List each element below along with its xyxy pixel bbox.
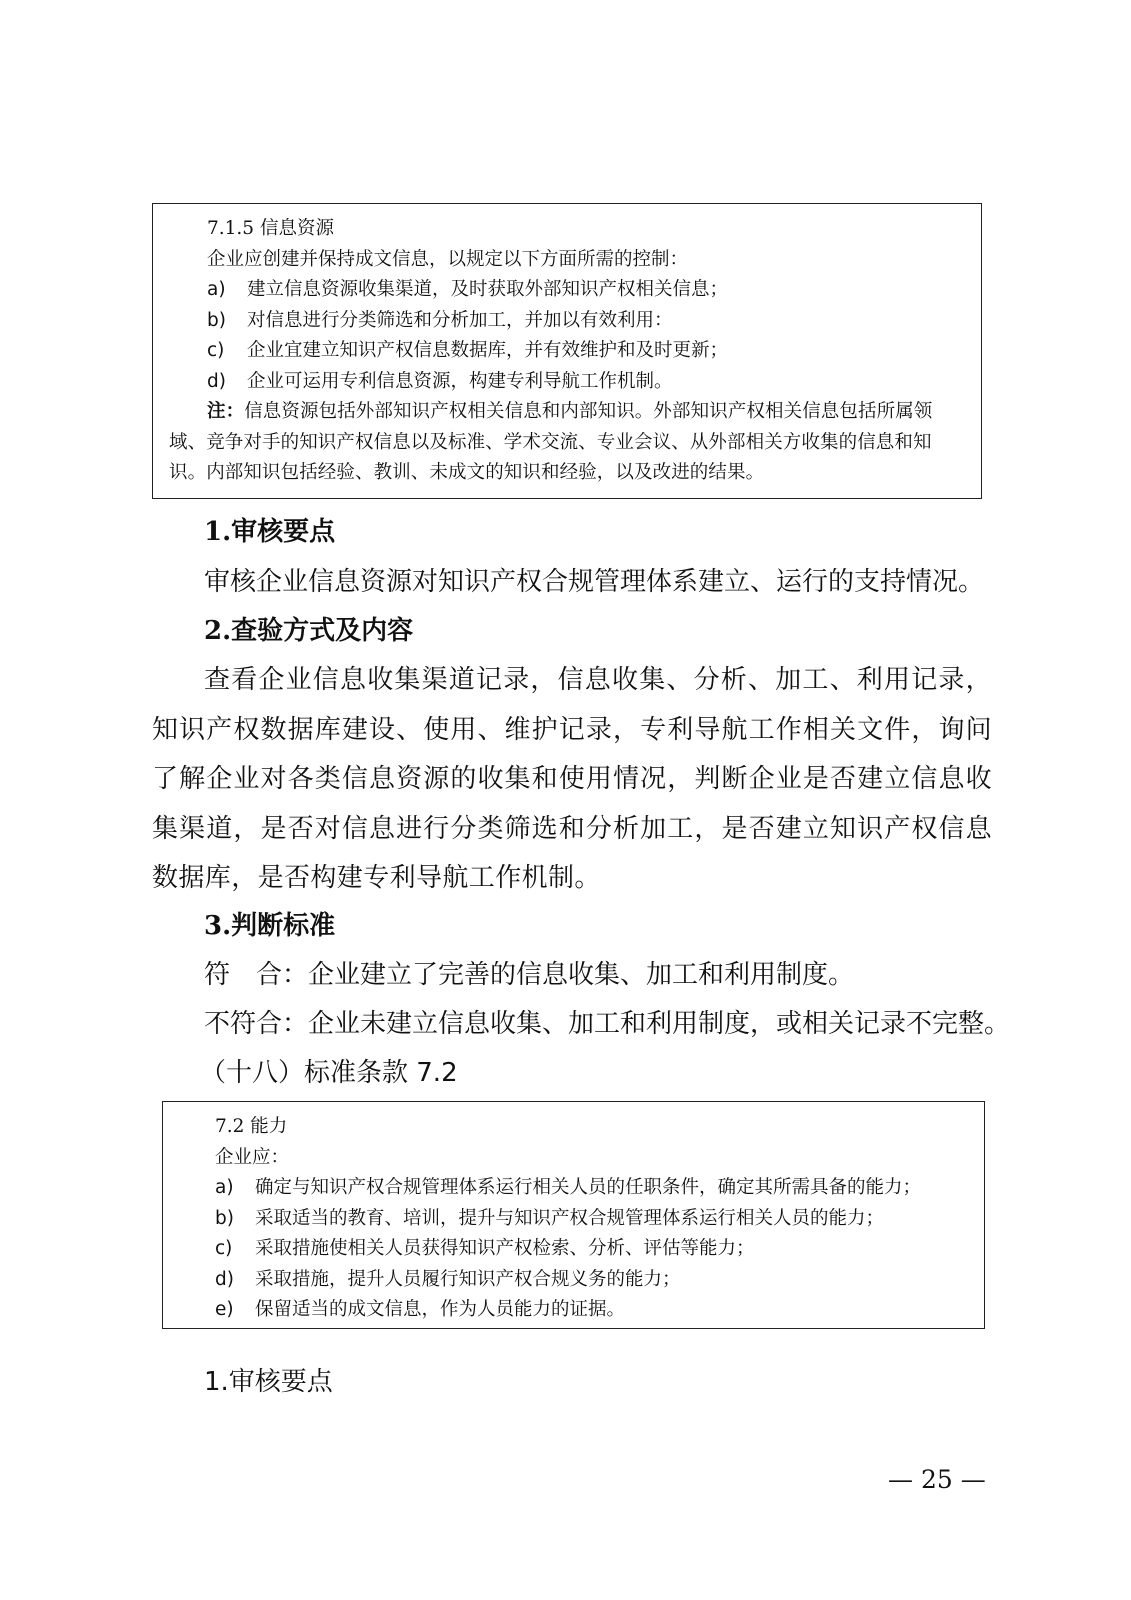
clause-intro: 企业应创建并保持成文信息，以规定以下方面所需的控制：: [207, 248, 689, 270]
clause-item: [169, 336, 967, 367]
clause-item: [215, 1173, 970, 1204]
item-text: 采取适当的教育、培训，提升与知识产权合规管理体系运行相关人员的能力；: [255, 1207, 885, 1229]
item-label: b): [207, 309, 226, 331]
inspection-method-text: 查看企业信息收集渠道记录，信息收集、分析、加工、利用记录，知识产权数据库建设、使用、维护记录，专利导航工作相关文件，询问了解企业对各类信息资源的收集和使用情况，判断企业是否建立信息收集渠道，是否对信息进行分类筛选和分析加工，是否建立知识产权信息数据库，是否构建专利导航工作机制。: [152, 665, 992, 893]
heading-inspection-method: 2.查验方式及内容: [204, 616, 414, 646]
audit-points-text: 审核企业信息资源对知识产权合规管理体系建立、运行的支持情况。: [204, 567, 985, 597]
clause-item: [169, 275, 967, 306]
clause-item: [215, 1234, 970, 1265]
clause-item: [215, 1265, 970, 1296]
clause-item: [215, 1204, 970, 1235]
item-label: d): [215, 1268, 234, 1290]
item-text: 建立信息资源收集渠道，及时获取外部知识产权相关信息；: [247, 279, 729, 300]
item-text: 企业宜建立知识产权信息数据库，并有效维护和及时更新；: [247, 340, 729, 361]
item-label: b): [215, 1207, 234, 1229]
clause-title: 7.1.5 信息资源: [207, 218, 334, 239]
criteria-nonconform: [204, 1000, 1010, 1048]
item-label: a): [207, 279, 226, 300]
clause-note: [169, 397, 967, 489]
item-text: 确定与知识产权合规管理体系运行相关人员的任职条件，确定其所需具备的能力；: [255, 1177, 922, 1198]
item-label: c): [207, 340, 225, 361]
nonconform-text: 企业未建立信息收集、加工和利用制度，或相关记录不完整。: [308, 1009, 1011, 1039]
clause-box-7-1-5: [152, 203, 982, 499]
item-label: a): [215, 1177, 234, 1198]
item-label: e): [215, 1299, 234, 1320]
criteria-conform: [204, 951, 854, 999]
item-label: d): [207, 370, 226, 392]
clause-item: [169, 367, 967, 398]
page-number: — 25 —: [888, 1465, 986, 1494]
item-text: 采取措施，提升人员履行知识产权合规义务的能力；: [255, 1268, 681, 1290]
heading-criteria: 3.判断标准: [204, 911, 336, 941]
conform-label: 符 合：: [204, 960, 309, 990]
clause-box-7-2: [162, 1101, 985, 1329]
note-text: 信息资源包括外部知识产权相关信息和内部知识。外部知识产权相关信息包括所属领域、竞争对手的知识产权信息以及标准、学术交流、专业会议、从外部相关方收集的信息和知识。内部知识包括经验、教训、未成文的知识和经验，以及改进的结果。: [169, 401, 933, 483]
clause-heading-7-2: （十八）标准条款 7.2: [200, 1058, 458, 1088]
clause-item: [169, 306, 967, 337]
item-text: 采取措施使相关人员获得知识产权检索、分析、评估等能力；: [255, 1238, 755, 1259]
item-text: 保留适当的成文信息，作为人员能力的证据。: [255, 1299, 626, 1320]
item-text: 对信息进行分类筛选和分析加工，并加以有效利用：: [247, 309, 673, 331]
heading-audit-points: 1.审核要点: [204, 517, 336, 547]
item-label: c): [215, 1238, 233, 1259]
nonconform-label: 不符合：: [204, 1009, 309, 1039]
heading-audit-points-2: 1.审核要点: [204, 1367, 333, 1397]
clause-intro: 企业应：: [215, 1146, 290, 1168]
clause-title: 7.2 能力: [215, 1116, 288, 1137]
note-label: 注：: [207, 401, 245, 422]
conform-text: 企业建立了完善的信息收集、加工和利用制度。: [308, 960, 855, 990]
clause-item: [215, 1295, 970, 1326]
item-text: 企业可运用专利信息资源，构建专利导航工作机制。: [247, 370, 673, 392]
